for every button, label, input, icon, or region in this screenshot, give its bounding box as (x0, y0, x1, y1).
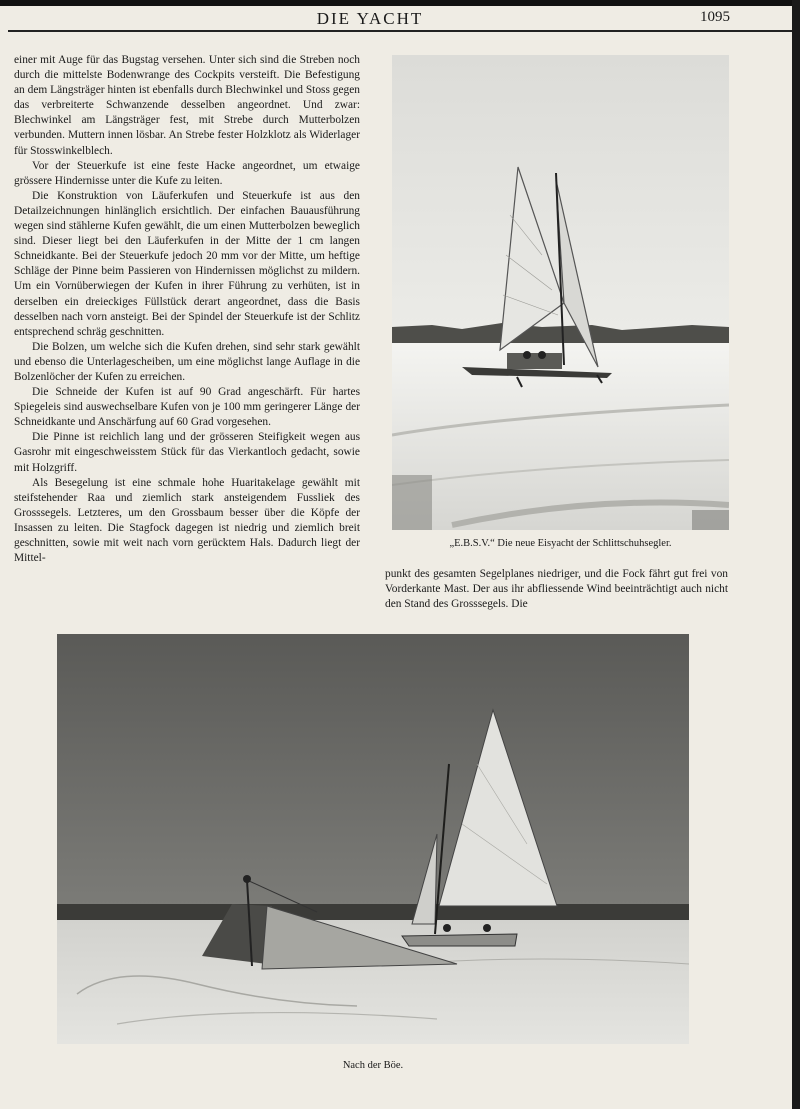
page-top-edge (0, 0, 800, 6)
header-rule (8, 30, 792, 32)
capsized-ice-yacht-illustration (57, 634, 689, 1044)
paragraph: Die Bolzen, um welche sich die Kufen drehen, sind sehr stark gewählt und ebenso die Unterlagescheiben, um eine möglichst lange Auflage in die Bolzenlöcher der Kufen zu erreichen. (14, 340, 360, 383)
paragraph: punkt des gesamten Segelplanes niedriger, und die Fock fährt gut frei von Vorderkante Mast. Der aus ihr abfliessende Wind beeinträchtigt auch nicht den Stand des Grosssegels. Die (385, 568, 728, 611)
left-text-column (14, 53, 360, 566)
photo-caption-top: „E.B.S.V.“ Die neue Eisyacht der Schlittschuhsegler. (449, 538, 672, 549)
paragraph: Als Besegelung ist eine schmale hohe Huaritakelage gewählt mit steifstehender Raa und ziemlich stark ansteigendem Fussliek des Grosssegels. Letzteres, um den Grossbaum besser über die Köpfe der Insassen zu leiten. Die Stagfock dagegen ist niedrig und ziemlich breit geschnitten, sowie mit weit nach vorn gerücktem Hals. Dadurch liegt der Mittel- (14, 476, 360, 565)
paragraph: Die Konstruktion von Läuferkufen und Steuerkufe ist aus den Detailzeichnungen hinlänglich ersichtlich. Der einfachen Bauausführung wegen sind stählerne Kufen gewählt, die um einen Mutterbolzen beweglich sind. Dieser liegt bei den Läuferkufen in der Mitte der 1 cm langen Schneidkante. Bei der Steuerkufe jedoch 20 mm vor der Mitte, um heftige Schläge der Pinne beim Passieren von Hindernissen möglichst zu mildern. Um ein Vornüberwiegen der Kufen in ihrer Führung zu verhüten, ist in derselben ein dreieckiges Füllstück derart angeordnet, dass die Basis desselben nach vorn ansteigt. Bei der Spindel der Steuerkufe ist der Schlitz entsprechend schräg geschnitten. (14, 189, 360, 338)
page-right-edge (792, 0, 800, 1109)
paragraph: Die Pinne ist reichlich lang und der grösseren Steifigkeit wegen aus Gasrohr mit eingeschweisstem Stück für das Vierkantloch gedacht, sowie mit Holzgriff. (14, 431, 360, 474)
paragraph: Die Schneide der Kufen ist auf 90 Grad angeschärft. Für hartes Spiegeleis sind auswechselbare Kufen von je 100 mm geringerer Länge der Schneidkante und Anschärfung auf 60 Grad vorgesehen. (14, 386, 360, 429)
ice-yacht-illustration (392, 55, 729, 530)
photo-after-gust (57, 634, 689, 1044)
running-title: DIE YACHT (316, 9, 424, 28)
page-number: 1095 (700, 9, 730, 25)
right-text-column (385, 567, 728, 612)
photo-ice-yacht (392, 55, 729, 530)
paragraph: Vor der Steuerkufe ist eine feste Hacke angeordnet, um etwaige grössere Hindernisse unter die Kufe zu leiten. (14, 159, 360, 187)
paragraph: einer mit Auge für das Bugstag versehen. Unter sich sind die Streben noch durch die mittelste Bodenwrange des Cockpits versteift. Die Befestigung an dem Längsträger hinten ist ebenfalls durch Blechwinkel und Stoss gegen das verbreiterte Schwanzende desselben angeordnet. Und zwar: Blechwinkel am Längsträger fest, mit Strebe durch Mutterbolzen verbunden. Muttern innen lösbar. An Strebe fester Holzklotz als Widerlager für Stosswinkelblech. (14, 54, 360, 157)
photo-caption-bottom: Nach der Böe. (342, 1060, 404, 1071)
